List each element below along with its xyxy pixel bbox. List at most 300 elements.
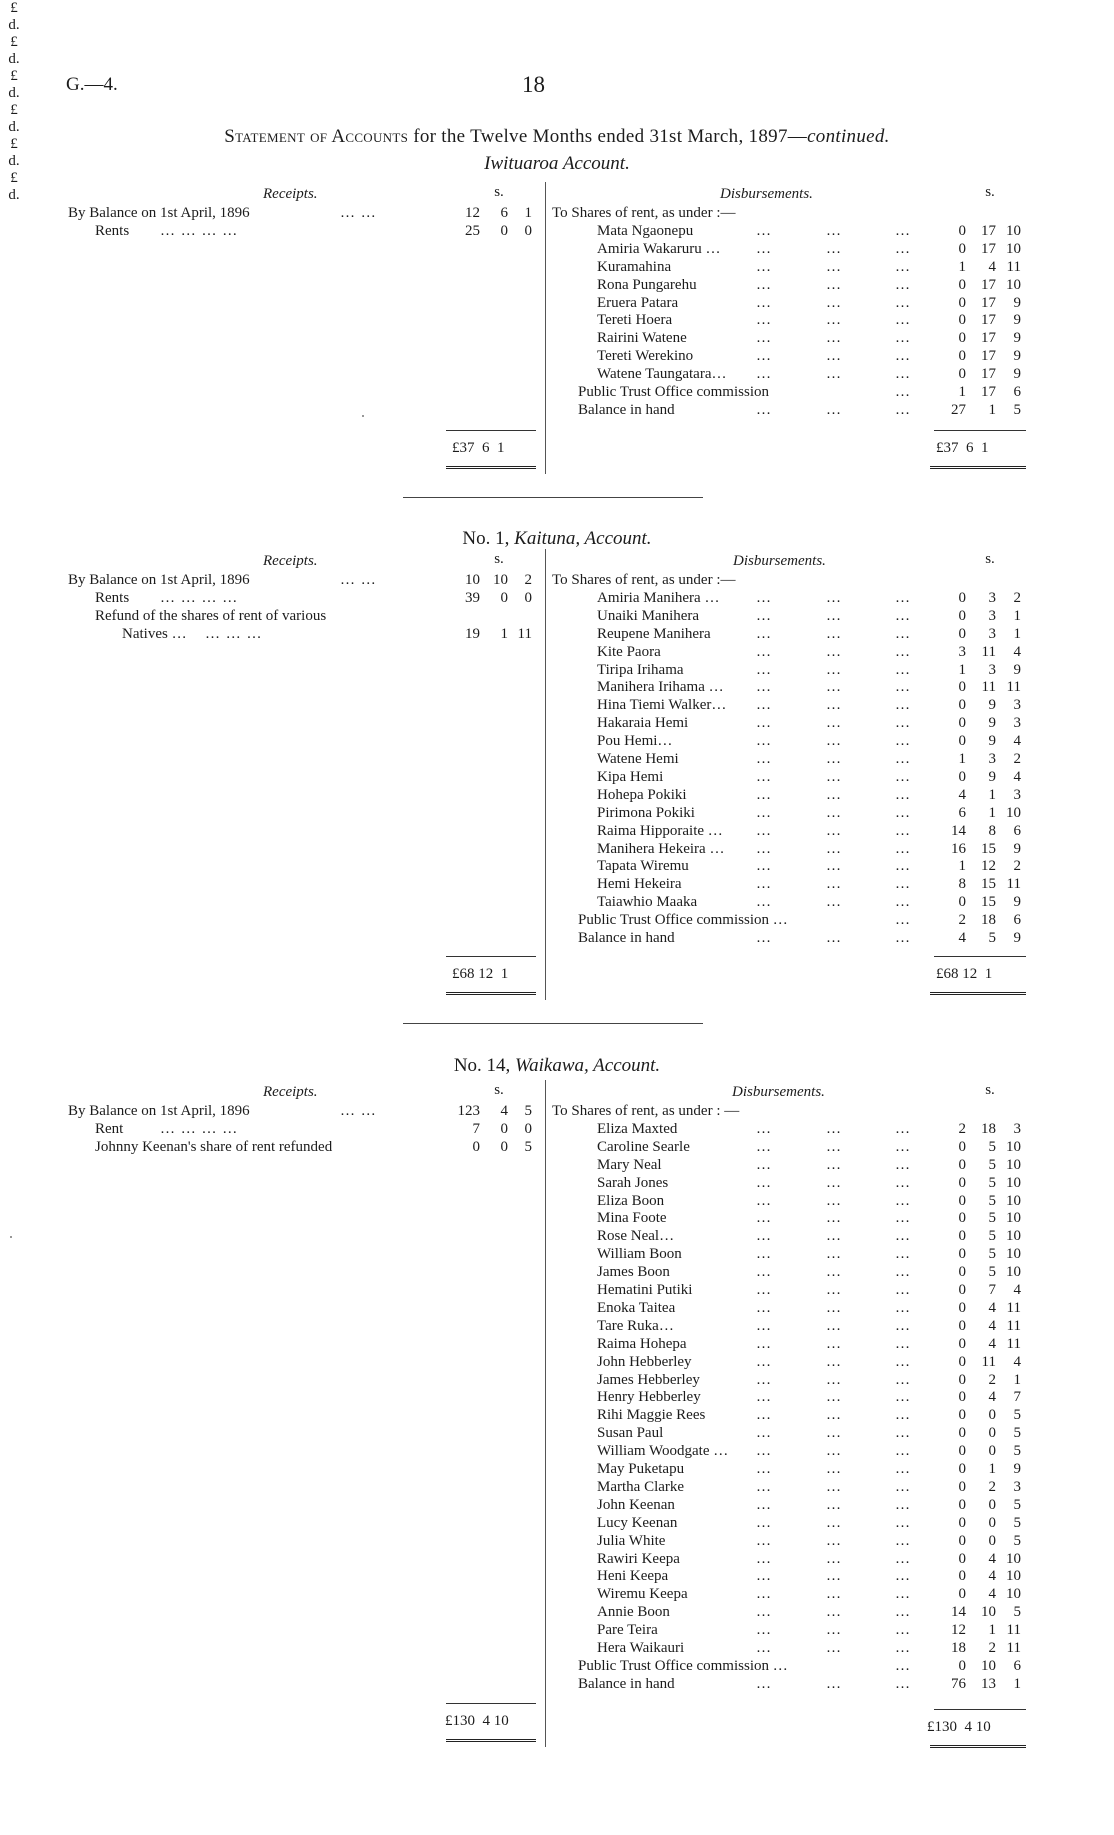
- leader-dots: …: [756, 366, 772, 383]
- disbursements-col-pence: d.: [8, 51, 20, 67]
- disbursement-label: Rihi Maggie Rees: [597, 1407, 706, 1424]
- leader-dots: …: [895, 697, 911, 714]
- disbursement-pounds: 0: [958, 366, 966, 383]
- leader-dots: …: [895, 294, 911, 311]
- disbursement-pence: 4: [1013, 1282, 1021, 1298]
- disbursement-shillings: 15: [981, 840, 996, 857]
- disbursement-label: Annie Boon: [597, 1604, 670, 1621]
- disbursement-pence: 10: [1006, 1246, 1021, 1263]
- leader-dots: …: [756, 312, 772, 329]
- receipt-shillings: 10: [493, 572, 508, 588]
- leader-dots: …: [756, 1246, 772, 1263]
- disbursement-shillings: 17: [981, 366, 996, 383]
- leader-dots: …: [826, 1138, 842, 1155]
- disbursements-heading: Disbursements.: [733, 553, 826, 569]
- account-title: [0, 528, 1114, 550]
- leader-dots: …: [756, 876, 772, 893]
- leader-dots: …: [756, 330, 772, 347]
- disbursement-pounds: 0: [958, 294, 966, 311]
- disbursement-label: Hematini Putiki: [597, 1282, 693, 1298]
- disbursement-pence: 1: [1013, 625, 1021, 642]
- leader-dots: … …: [340, 572, 377, 588]
- disbursement-intro: To Shares of rent, as under :—: [552, 205, 736, 221]
- leader-dots: …: [756, 1120, 772, 1137]
- disbursement-pence: 11: [1006, 1622, 1021, 1639]
- leader-dots: …: [756, 294, 772, 311]
- disbursement-pence: 11: [1006, 258, 1021, 275]
- disbursements-sum-rule: [934, 430, 1026, 431]
- receipt-pence: 0: [524, 222, 532, 239]
- disbursement-pence: 10: [1006, 276, 1021, 293]
- disbursement-shillings: 18: [981, 1120, 996, 1137]
- leader-dots: …: [895, 661, 911, 678]
- leader-dots: …: [895, 384, 911, 400]
- leader-dots: … …: [340, 205, 377, 221]
- account-title-suffix: Account.: [580, 528, 652, 549]
- disbursement-label: Tereti Hoera: [597, 312, 673, 329]
- disbursement-pounds: 1: [958, 258, 966, 275]
- leader-dots: …: [756, 804, 772, 821]
- disbursement-shillings: 13: [981, 1675, 996, 1692]
- receipt-label: Refund of the shares of rent of various: [95, 607, 327, 624]
- leader-dots: …: [756, 661, 772, 678]
- leader-dots: …: [895, 733, 911, 750]
- disbursement-pence: 6: [1013, 384, 1021, 400]
- disbursement-pounds: 0: [958, 1568, 966, 1585]
- leader-dots: …: [895, 679, 911, 696]
- disbursement-pence: 3: [1013, 697, 1021, 714]
- column-divider: [545, 549, 546, 1000]
- leader-dots: …: [895, 1604, 911, 1621]
- disbursement-shillings: 4: [988, 1568, 996, 1585]
- leader-dots: …: [756, 1586, 772, 1603]
- disbursement-shillings: 10: [981, 1604, 996, 1621]
- leader-dots: …: [895, 1496, 911, 1513]
- disbursement-label: Pou Hemi…: [597, 733, 673, 750]
- leader-dots: …: [826, 240, 842, 257]
- disbursement-pence: 9: [1013, 1461, 1021, 1477]
- disbursement-pounds: 4: [958, 930, 966, 946]
- leader-dots: …: [826, 222, 842, 239]
- leader-dots: …: [756, 1138, 772, 1155]
- disbursement-pounds: 0: [958, 1353, 966, 1370]
- disbursement-pounds: 0: [958, 330, 966, 347]
- leader-dots: …: [895, 768, 911, 785]
- disbursement-label: Tapata Wiremu: [597, 858, 689, 875]
- disbursement-pounds: 0: [958, 222, 966, 239]
- receipt-label: By Balance on 1st April, 1896: [68, 205, 250, 221]
- leader-dots: …: [895, 1550, 911, 1567]
- leader-dots: …: [756, 589, 772, 606]
- leader-dots: …: [895, 312, 911, 329]
- leader-dots: …: [756, 1174, 772, 1191]
- leader-dots: …: [756, 733, 772, 750]
- account-title-name: Iwituaroa: [484, 153, 559, 174]
- leader-dots: …: [826, 1192, 842, 1209]
- disbursement-pence: 5: [1013, 1425, 1021, 1442]
- title-main: for the Twelve Months ended 31st March, 1897—: [408, 126, 808, 147]
- page-number: 18: [522, 72, 545, 97]
- disbursement-pounds: 0: [958, 768, 966, 785]
- disbursement-label: Caroline Searle: [597, 1138, 690, 1155]
- disbursement-label: Hakaraia Hemi: [597, 715, 689, 732]
- page-title: [0, 126, 1114, 148]
- disbursement-label: Raima Hohepa: [597, 1335, 687, 1352]
- disbursement-shillings: 9: [988, 715, 996, 732]
- disbursement-pounds: 76: [951, 1675, 966, 1692]
- disbursement-pounds: 0: [958, 1586, 966, 1603]
- receipt-pence: 5: [524, 1138, 532, 1155]
- receipts-col-pence: d.: [8, 17, 20, 33]
- leader-dots: …: [826, 312, 842, 329]
- receipt-pence: 2: [524, 572, 532, 588]
- disbursement-pence: 10: [1006, 240, 1021, 257]
- disbursement-pounds: 0: [958, 1138, 966, 1155]
- receipt-pounds: 123: [457, 1103, 480, 1119]
- leader-dots: …: [895, 1120, 911, 1137]
- leader-dots: …: [826, 715, 842, 732]
- leader-dots: …: [826, 1568, 842, 1585]
- disbursement-label: William Woodgate …: [597, 1443, 729, 1460]
- leader-dots: …: [895, 1622, 911, 1639]
- leader-dots: …: [895, 643, 911, 660]
- account-title: [0, 1055, 1114, 1077]
- disbursement-pounds: 0: [958, 1317, 966, 1334]
- disbursement-shillings: 17: [981, 330, 996, 347]
- disbursement-shillings: 11: [981, 643, 996, 660]
- disbursement-shillings: 4: [988, 1586, 996, 1603]
- disbursements-total: £130 4 10: [927, 1719, 991, 1735]
- disbursements-col-shillings: s.: [985, 551, 995, 567]
- disbursement-shillings: 5: [988, 1174, 996, 1191]
- receipts-total-rule: [446, 1739, 536, 1745]
- leader-dots: …: [826, 1389, 842, 1406]
- disbursement-pounds: 1: [958, 751, 966, 767]
- receipts-total-rule: [446, 466, 536, 472]
- leader-dots: …: [895, 804, 911, 821]
- disbursement-label: Raima Hipporaite …: [597, 822, 723, 839]
- disbursement-pence: 11: [1006, 1317, 1021, 1334]
- leader-dots: …: [895, 366, 911, 383]
- disbursement-pence: 4: [1013, 1353, 1021, 1370]
- disbursement-shillings: 9: [988, 733, 996, 750]
- disbursement-pounds: 0: [958, 1210, 966, 1227]
- leader-dots: …: [826, 1604, 842, 1621]
- receipt-shillings: 1: [500, 625, 508, 642]
- disbursement-pence: 4: [1013, 733, 1021, 750]
- receipt-label: Rent: [95, 1120, 124, 1137]
- leader-dots: …: [826, 607, 842, 624]
- disbursement-shillings: 5: [988, 1228, 996, 1245]
- disbursement-pounds: 0: [958, 1228, 966, 1245]
- disbursement-label: Wiremu Keepa: [597, 1586, 688, 1603]
- receipt-pounds: 7: [472, 1120, 480, 1137]
- leader-dots: …: [756, 222, 772, 239]
- disbursement-pounds: 0: [958, 1371, 966, 1388]
- scan-speck: [362, 415, 364, 417]
- disbursement-label: Rona Pungarehu: [597, 276, 697, 293]
- disbursement-shillings: 4: [988, 258, 996, 275]
- leader-dots: …: [756, 858, 772, 875]
- disbursement-label: Rose Neal…: [597, 1228, 675, 1245]
- receipt-label: By Balance on 1st April, 1896: [68, 572, 250, 588]
- leader-dots: …: [826, 276, 842, 293]
- disbursement-label: Henry Hebberley: [597, 1389, 701, 1406]
- leader-dots: …: [826, 858, 842, 875]
- leader-dots: …: [826, 348, 842, 365]
- disbursement-pence: 10: [1006, 804, 1021, 821]
- disbursement-label: Hemi Hekeira: [597, 876, 682, 893]
- leader-dots: …: [756, 1264, 772, 1281]
- disbursement-shillings: 4: [988, 1550, 996, 1567]
- disbursement-pence: 10: [1006, 1210, 1021, 1227]
- disbursement-pounds: 3: [958, 643, 966, 660]
- leader-dots: …: [895, 1389, 911, 1406]
- title-continued: continued.: [807, 126, 890, 147]
- disbursement-shillings: 3: [988, 751, 996, 767]
- disbursement-shillings: 11: [981, 679, 996, 696]
- disbursement-shillings: 8: [988, 822, 996, 839]
- column-divider: [545, 182, 546, 474]
- leader-dots: …: [756, 1568, 772, 1585]
- account-title-suffix: Account.: [588, 1055, 661, 1076]
- disbursement-pounds: 14: [951, 1604, 966, 1621]
- disbursement-pence: 11: [1006, 876, 1021, 893]
- disbursement-pence: 9: [1013, 930, 1021, 946]
- receipt-label: Johnny Keenan's share of rent refunded: [95, 1138, 333, 1155]
- leader-dots: …: [756, 1443, 772, 1460]
- disbursement-pence: 10: [1006, 1264, 1021, 1281]
- leader-dots: …: [826, 697, 842, 714]
- leader-dots: …: [895, 1568, 911, 1585]
- disbursement-shillings: 4: [988, 1317, 996, 1334]
- disbursement-label: John Hebberley: [597, 1353, 692, 1370]
- receipts-total: £37 6 1: [452, 440, 505, 456]
- disbursement-pence: 10: [1006, 1174, 1021, 1191]
- disbursement-pence: 11: [1006, 1299, 1021, 1316]
- leader-dots: …: [826, 679, 842, 696]
- leader-dots: …: [895, 840, 911, 857]
- leader-dots: …: [895, 1514, 911, 1531]
- title-smallcaps: Statement of Accounts: [224, 126, 409, 147]
- account-title-suffix: Account.: [558, 153, 630, 174]
- receipts-total-rule: [446, 992, 536, 998]
- disbursement-pounds: 0: [958, 1514, 966, 1531]
- disbursement-pence: 5: [1013, 1604, 1021, 1621]
- leader-dots: …: [826, 643, 842, 660]
- disbursement-shillings: 17: [981, 294, 996, 311]
- disbursement-pence: 10: [1006, 222, 1021, 239]
- leader-dots: …: [826, 1264, 842, 1281]
- receipts-sum-rule: [446, 956, 536, 957]
- leader-dots: …: [826, 1532, 842, 1549]
- disbursement-pence: 4: [1013, 768, 1021, 785]
- disbursement-label: Mary Neal: [597, 1156, 662, 1173]
- disbursement-intro: To Shares of rent, as under :—: [552, 572, 736, 588]
- leader-dots: …: [895, 1407, 911, 1424]
- leader-dots: …: [895, 1371, 911, 1388]
- disbursement-pence: 9: [1013, 840, 1021, 857]
- disbursement-shillings: 1: [988, 401, 996, 418]
- disbursement-shillings: 0: [988, 1425, 996, 1442]
- disbursements-sum-rule: [934, 956, 1026, 957]
- leader-dots: …: [826, 1478, 842, 1495]
- disbursement-pounds: 0: [958, 276, 966, 293]
- disbursement-pence: 3: [1013, 1478, 1021, 1495]
- disbursement-pounds: 0: [958, 1156, 966, 1173]
- disbursement-label: Heni Keepa: [597, 1568, 669, 1585]
- disbursement-label: William Boon: [597, 1246, 682, 1263]
- disbursement-shillings: 17: [981, 384, 996, 400]
- disbursements-heading: Disbursements.: [732, 1084, 825, 1100]
- receipt-pence: 1: [524, 205, 532, 221]
- leader-dots: …: [756, 240, 772, 257]
- disbursement-pounds: 14: [951, 822, 966, 839]
- leader-dots: …: [826, 401, 842, 418]
- leader-dots: …: [826, 1443, 842, 1460]
- disbursement-pence: 10: [1006, 1138, 1021, 1155]
- leader-dots: …: [895, 401, 911, 418]
- disbursement-shillings: 2: [988, 1478, 996, 1495]
- leader-dots: …: [756, 607, 772, 624]
- leader-dots: …: [895, 276, 911, 293]
- leader-dots: …: [756, 1532, 772, 1549]
- leader-dots: …: [826, 1335, 842, 1352]
- disbursement-label: Tiripa Irihama: [597, 661, 684, 678]
- leader-dots: … … … …: [160, 1120, 239, 1137]
- disbursement-shillings: 15: [981, 894, 996, 911]
- leader-dots: …: [826, 1371, 842, 1388]
- leader-dots: …: [895, 1586, 911, 1603]
- disbursement-label: Manihera Hekeira …: [597, 840, 725, 857]
- disbursement-pounds: 0: [958, 1389, 966, 1406]
- disbursement-pence: 2: [1013, 751, 1021, 767]
- disbursement-pounds: 0: [958, 625, 966, 642]
- leader-dots: …: [756, 1317, 772, 1334]
- leader-dots: …: [826, 366, 842, 383]
- disbursement-shillings: 0: [988, 1443, 996, 1460]
- column-divider: [545, 1080, 546, 1747]
- disbursement-pounds: 8: [958, 876, 966, 893]
- leader-dots: …: [895, 894, 911, 911]
- disbursement-shillings: 1: [988, 1461, 996, 1477]
- disbursement-label: Mina Foote: [597, 1210, 667, 1227]
- leader-dots: …: [895, 240, 911, 257]
- disbursement-pounds: 0: [958, 1461, 966, 1477]
- receipt-pounds: 10: [465, 572, 480, 588]
- disbursement-pounds: 1: [958, 858, 966, 875]
- disbursement-pounds: 0: [958, 679, 966, 696]
- disbursement-pounds: 0: [958, 1174, 966, 1191]
- leader-dots: …: [756, 643, 772, 660]
- leader-dots: …: [756, 930, 772, 946]
- leader-dots: …: [826, 1640, 842, 1656]
- receipt-pence: 11: [517, 625, 532, 642]
- receipt-pounds: 39: [465, 589, 480, 606]
- disbursement-pence: 2: [1013, 589, 1021, 606]
- disbursement-shillings: 3: [988, 607, 996, 624]
- disbursement-pence: 9: [1013, 294, 1021, 311]
- disbursement-label: May Puketapu: [597, 1461, 685, 1477]
- disbursement-shillings: 18: [981, 912, 996, 929]
- leader-dots: …: [756, 1210, 772, 1227]
- leader-dots: …: [826, 1174, 842, 1191]
- disbursement-pence: 2: [1013, 858, 1021, 875]
- disbursement-pence: 7: [1013, 1389, 1021, 1406]
- disbursement-shillings: 5: [988, 1264, 996, 1281]
- disbursement-pounds: 0: [958, 240, 966, 257]
- disbursement-label: Susan Paul: [597, 1425, 664, 1442]
- disbursement-shillings: 17: [981, 276, 996, 293]
- receipt-shillings: 4: [500, 1103, 508, 1119]
- disbursements-total: £37 6 1: [936, 440, 989, 456]
- disbursement-pence: 3: [1013, 1120, 1021, 1137]
- disbursement-label: James Boon: [597, 1264, 670, 1281]
- disbursement-shillings: 0: [988, 1407, 996, 1424]
- leader-dots: …: [826, 822, 842, 839]
- leader-dots: …: [895, 1192, 911, 1209]
- disbursement-label: Tare Ruka…: [597, 1317, 674, 1334]
- disbursement-label: Pirimona Pokiki: [597, 804, 695, 821]
- receipts-col-pounds: £: [10, 68, 18, 84]
- leader-dots: …: [826, 733, 842, 750]
- disbursement-shillings: 5: [988, 1156, 996, 1173]
- disbursements-col-shillings: s.: [985, 1082, 995, 1098]
- disbursement-pence: 5: [1013, 1514, 1021, 1531]
- disbursement-shillings: 17: [981, 240, 996, 257]
- disbursement-shillings: 0: [988, 1514, 996, 1531]
- disbursement-label: John Keenan: [597, 1496, 675, 1513]
- disbursements-col-pounds: £: [10, 170, 18, 186]
- leader-dots: …: [895, 1532, 911, 1549]
- disbursement-shillings: 11: [981, 1353, 996, 1370]
- disbursement-label: Amiria Manihera …: [597, 589, 720, 606]
- leader-dots: …: [756, 1335, 772, 1352]
- disbursement-pounds: 18: [951, 1640, 966, 1656]
- leader-dots: …: [826, 751, 842, 767]
- account-title: [0, 153, 1114, 175]
- leader-dots: …: [826, 1299, 842, 1316]
- leader-dots: …: [826, 1675, 842, 1692]
- leader-dots: …: [826, 1282, 842, 1298]
- disbursements-total-rule: [930, 466, 1026, 472]
- disbursement-shillings: 4: [988, 1335, 996, 1352]
- leader-dots: … … … …: [160, 589, 239, 606]
- leader-dots: …: [756, 1478, 772, 1495]
- disbursement-pence: 3: [1013, 786, 1021, 803]
- account-title-number: No. 1,: [462, 528, 515, 549]
- disbursement-pounds: 27: [951, 401, 966, 418]
- leader-dots: …: [756, 1192, 772, 1209]
- disbursement-pence: 6: [1013, 822, 1021, 839]
- disbursement-pounds: 0: [958, 1335, 966, 1352]
- disbursement-label: Public Trust Office commission …: [578, 912, 788, 929]
- disbursement-pounds: 0: [958, 312, 966, 329]
- receipts-col-pounds: £: [10, 136, 18, 152]
- disbursement-label: Amiria Wakaruru …: [597, 240, 721, 257]
- disbursement-shillings: 5: [988, 1138, 996, 1155]
- disbursement-pounds: 0: [958, 1532, 966, 1549]
- leader-dots: …: [826, 1156, 842, 1173]
- receipts-total: £68 12 1: [452, 966, 509, 982]
- receipt-label: Rents: [95, 222, 130, 239]
- disbursement-pence: 5: [1013, 401, 1021, 418]
- disbursement-pence: 3: [1013, 715, 1021, 732]
- disbursement-shillings: 1: [988, 1622, 996, 1639]
- disbursement-label: Eliza Boon: [597, 1192, 665, 1209]
- leader-dots: … …: [340, 1103, 377, 1119]
- disbursements-total-rule: [930, 992, 1026, 998]
